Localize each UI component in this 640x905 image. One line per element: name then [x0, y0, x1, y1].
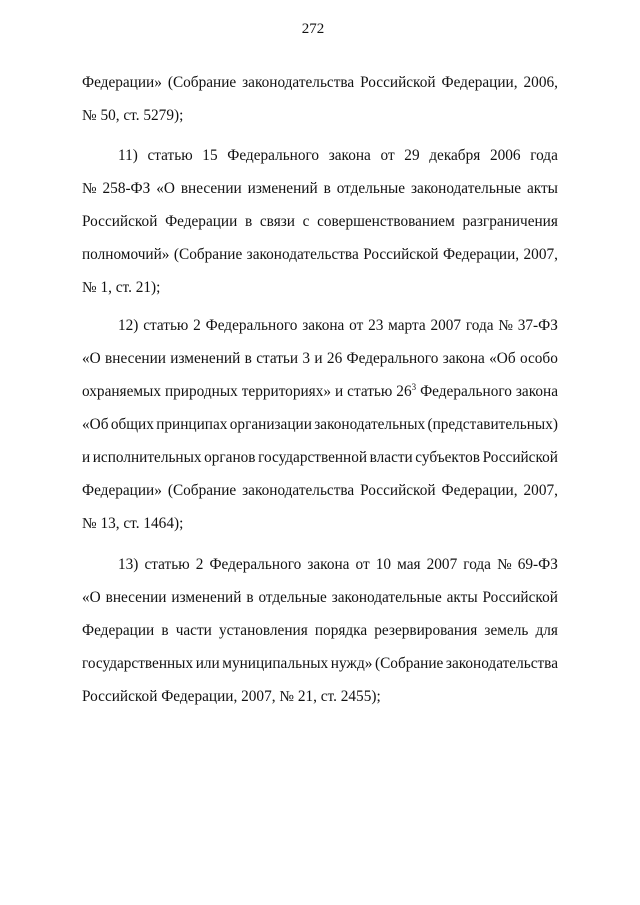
text-line: «О внесении изменений в статьи 3 и 26 Федерального закона «Об особо: [82, 350, 558, 367]
text-line: 11) статью 15 Федерального закона от 29 декабря 2006 года: [118, 147, 558, 164]
text-line: Федерации» (Собрание законодательства Российской Федерации, 2006,: [82, 74, 558, 91]
text-line: Российской Федерации, 2007, № 21, ст. 2455);: [82, 688, 381, 705]
text-line: № 13, ст. 1464);: [82, 515, 184, 532]
text-line: Федерации» (Собрание законодательства Российской Федерации, 2007,: [82, 482, 558, 499]
text-line: и исполнительных органов государственной власти субъектов Российской: [82, 449, 558, 466]
text-line: полномочий» (Собрание законодательства Российской Федерации, 2007,: [82, 246, 558, 263]
text-line: 13) статью 2 Федерального закона от 10 мая 2007 года № 69-ФЗ: [118, 556, 558, 573]
page-number: 272: [301, 21, 325, 37]
text-line: охраняемых природных территориях» и статью $26^3$ Федерального закона: [82, 382, 558, 400]
text-line: государственных или муниципальных нужд» (Собрание законодательства: [82, 655, 558, 672]
text-line: № 1, ст. 21);: [82, 279, 161, 296]
text-line: Федерации в части установления порядка резервирования земель для: [82, 622, 558, 639]
text-line: «Об общих принципах организации законодательных (представительных): [82, 416, 558, 433]
text-line: № 258-ФЗ «О внесении изменений в отдельные законодательные акты: [82, 180, 558, 197]
text-line: 12) статью 2 Федерального закона от 23 марта 2007 года № 37-ФЗ: [118, 317, 558, 334]
text-line: Российской Федерации в связи с совершенствованием разграничения: [82, 213, 558, 230]
text-line: «О внесении изменений в отдельные законодательные акты Российской: [82, 589, 558, 606]
text-line: № 50, ст. 5279);: [82, 107, 184, 124]
